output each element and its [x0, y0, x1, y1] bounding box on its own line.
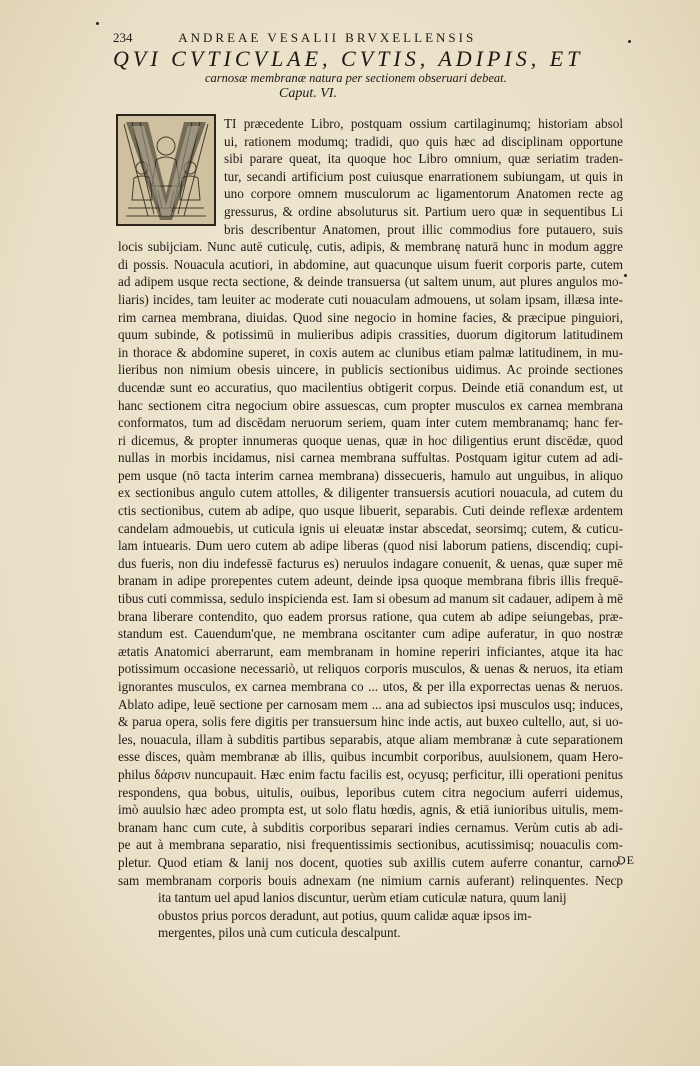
text-line: ignorantes musculos, ex carnea membrana co ... utos, & per illa exporrectas uenas & neruos.	[118, 679, 623, 694]
text-line: hanc sectionem citra negocium obire assuescas, cum propter musculos ex carnea membrana	[118, 397, 623, 413]
ink-speck	[624, 274, 627, 277]
text-line: philus δάρσιν nuncupauit. Hæc enim factu facilis est, ocyusq; perficitur, illi operationi penitus	[118, 766, 623, 782]
text-line: in thorace & abdomine superet, in coxis autem ac clunibus etiam palmæ latitudinem, in mu-	[118, 344, 623, 360]
ink-speck	[96, 22, 99, 25]
text-line: conformatos, tum ad discēdam neruorum seriem, quam inter cutem membranamq; hanc fer-	[118, 415, 623, 431]
text-line: pem usque (nō tacta interim carnea membrana) dissecueris, hamulo aut unguibus, in aliquo	[118, 467, 623, 483]
text-line: sam membranam corporis bouis adnexam (ne nimium carnis auferant) relinquentes. Necp	[118, 872, 623, 888]
text-line: pe aut à membrana separatio, nisi frequentissimis sectionibus, acutissimisq; nouaculis com-	[118, 837, 623, 853]
chapter-subtitle: carnosæ membranæ natura per sectionem obseruari debeat.	[205, 71, 507, 85]
text-line: branam in adipe prorepentes cutem adeunt, deinde ipsa quoque membrana fibris illis frequē-	[118, 573, 623, 589]
running-head-text: ANDREAE VESALII BRVXELLENSIS	[178, 30, 477, 45]
text-line: branam hanc cum cute, à subditis corporibus separari indies cernamus. Verùm cutis ab adi-	[118, 819, 623, 835]
text-line: tur, secandi artificium post cuiusque enarrationem subiungam, ut quis in	[224, 168, 623, 184]
text-line: bris describentur Anatomen, prout illic commodius fore putauero, suis	[224, 221, 623, 237]
text-line: ætatis Anatomici aberrarunt, eam membranam in homine reperiri inficiantes, atque ita hac	[118, 643, 623, 659]
text-line: pletur. Quod etiam & lanij nos docent, quoties sub axillis cutem auferre conantur, carno-	[118, 854, 623, 870]
text-line: les, nouacula, illam à subditis partibus separabis, atque aliam membranæ à cute separationem	[118, 731, 623, 747]
text-line: standum est. Cauendum'que, ne membrana oscitanter cum adipe auferatur, in quo nostræ	[118, 626, 623, 642]
text-line: obustos prius porcos deradunt, aut potius, quum calidæ aquæ ipsos im-	[158, 907, 532, 923]
text-line: locis subijciam. Nunc autē cuticulę, cutis, adipis, & membranę naturā hunc in modum aggre	[118, 239, 623, 255]
catchword: DE	[617, 853, 635, 867]
text-line: ad adipem usque recta sectione, & deinde transuersa (ut saltem unum, aut plures angulos mo-	[118, 274, 623, 290]
text-line: candelam admouebis, ut cuticula ignis ui eleuatæ instar abscedat, seorsimq; cutem, & cuticu-	[118, 520, 623, 536]
text-line: liaris) incides, tam leuiter ac moderate cuti nouaculam admouens, ut solam ipsam, illæsa inte-	[118, 291, 623, 307]
running-head	[113, 30, 603, 46]
text-line: quum subinde, & potissimū in mulieribus adipis crassities, duorum digitorum latitudinem	[118, 327, 623, 343]
text-line: ex sectionibus angulo cutem attolles, & diligenter transuersis acutiori nouacula, ad cutem du	[118, 485, 623, 501]
text-line: ui, rationem modumq; tradidi, quo quis hæc ad disciplinam opportune	[224, 133, 623, 149]
chapter-title: QVI CVTICVLAE, CVTIS, ADIPIS, ET	[113, 46, 584, 71]
text-line: nullas in morbis incidamus, nisi carnea membrana suffultas. Postquam igitur cutem ad adi-	[118, 450, 623, 466]
folio-number: 234	[113, 30, 133, 45]
text-line: & parua opera, solis fere digitis per transuersum hinc inde actis, aut buxeo cultello, aut, si uo-	[118, 714, 623, 730]
text-line: lieribus non nimium obesis uincere, in publicis sectionibus uidimus. Ac proinde sectiones	[118, 362, 623, 378]
text-line: esse disces, quàm membranæ ab illis, quibus incumbit corporibus, auulsionem, quam Hero-	[118, 749, 623, 765]
text-line: imò auulsio hæc adeo prompta est, ut solo flatu hœdis, agnis, & etiā iunioribus uitulis, mem-	[118, 802, 623, 818]
ink-speck	[628, 40, 631, 43]
text-line: tibus cuti commissa, sedulo inspicienda est. Iam si obesum ad manum sit cadauer, adipem à mē	[118, 591, 623, 607]
text-line: ctis sectionibus, cutem ab adipe, quo usque libuerit, separabis. Cuti deinde reflexæ ardentem	[118, 503, 623, 519]
text-line: lam intuearis. Dum uero cutem ab adipe liberas (quod nisi laborum patiens, discendiq; cupi-	[118, 538, 623, 554]
chapter-number: Caput. VI.	[279, 86, 337, 101]
text-line: ita tantum uel apud lanios discuntur, uerùm etiam cuticulæ natura, quum lanij	[158, 890, 567, 906]
text-line: mergentes, pilos unà cum cuticula descalpunt.	[158, 925, 401, 941]
text-line: rim carnea membrana, diuidas. Quod sine negocio in homine facies, & præcipue pinguiori,	[118, 309, 623, 325]
text-line: brana liberare contendito, quo eadem prorsus ratione, qua cutem ab adipe seiungebas, præ-	[118, 608, 623, 624]
text-line: Ablato adipe, leuē sectione per carnosam mem ... ana ad subiectos ipsi musculos usq; induces,	[118, 696, 623, 712]
text-line: potissimum occasione necessariò, ut reliquos corporis musculos, & uenas & neruos, ita etiam	[118, 661, 623, 677]
text-line: gressurus, & ordine absoluturus sit. Partium uero quæ in sequentibus Li	[224, 203, 623, 219]
body-text	[118, 115, 623, 942]
text-line: TI præcedente Libro, postquam ossium cartilaginumq; historiam absol	[224, 116, 623, 131]
text-line: di possis. Nouacula acutiori, in abdomine, aut quacunque uisum fuerit corporis parte, cutem	[118, 256, 623, 272]
text-line: sibi parare queat, ita quoque hoc Libro omnium, quæ seriatim traden-	[224, 151, 623, 167]
text-line: uno corpore omnem musculorum ac ligamentorum Anatomen recte ag	[224, 186, 623, 202]
text-line: dus fueris, non diu indefessē facturus es) neruulos indagare conuenit, & uenas, quæ super mē	[118, 555, 623, 571]
text-line: ducendæ sunt eo accuratius, quo macilentius obtigerit corpus. Deinde etiā conandum est, ut	[118, 379, 623, 395]
text-line: ri dicemus, & propter innumeras quoque uenas, quæ in hoc diligentius erunt discēdæ, quod	[118, 432, 623, 448]
text-line: respondens, qua bobus, uitulis, ouibus, leporibus cutem citra negocium auferri uidemus,	[118, 784, 623, 800]
